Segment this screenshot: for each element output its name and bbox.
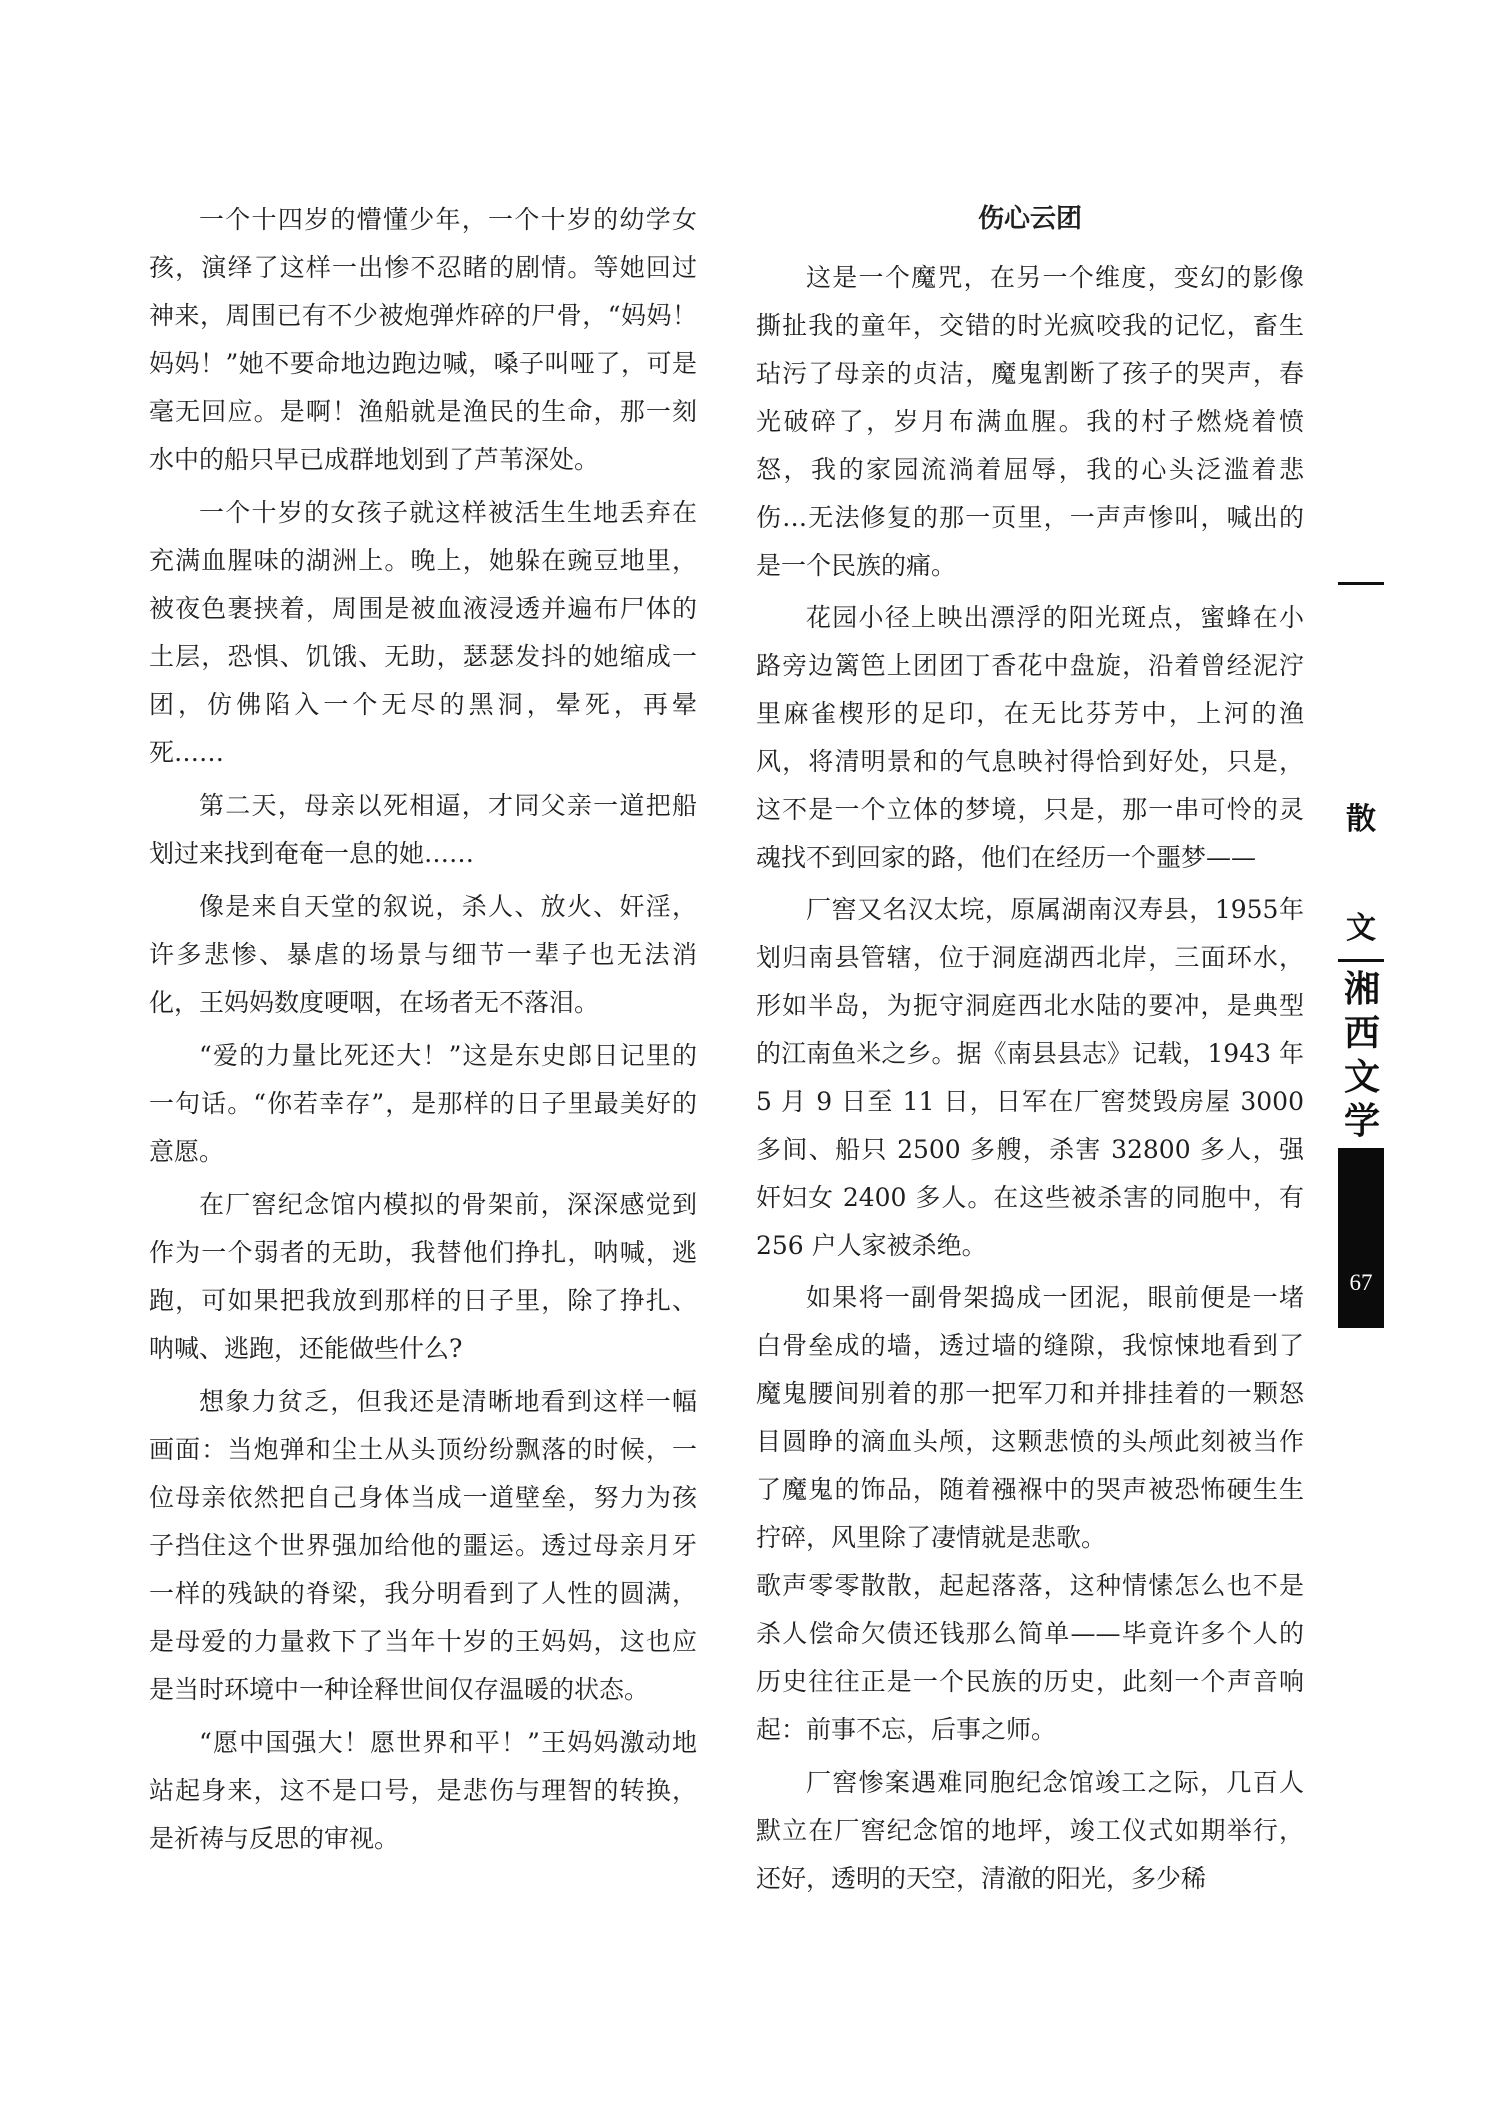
body-paragraph: 第二天，母亲以死相逼，才同父亲一道把船划过来找到奄奄一息的她…… [149,791,697,868]
left-column [149,196,697,1863]
section-category-char-2: 文 [1346,911,1376,946]
body-paragraph: 如果将一副骨架捣成一团泥，眼前便是一堵白骨垒成的墙，透过墙的缝隙，我惊悚地看到了魔鬼腰间别着的那一把军刀和并排挂着的一颗怒目圆睁的滴血头颅，这颗悲愤的头颅此刻被当作了魔鬼的饰品，随着襁褓中的哭声被恐怖硬生生拧碎，风里除了凄情就是悲歌。 [756,1283,1304,1552]
body-paragraph: 一个十岁的女孩子就这样被活生生地丢弃在充满血腥味的湖洲上。晚上，她躲在豌豆地里，被夜色裹挟着，周围是被血液浸透并遍布尸体的土层，恐惧、饥饿、无助，瑟瑟发抖的她缩成一团，仿佛陷入一个无尽的黑洞，晕死，再晕死…… [149,498,697,767]
page-number-box [1338,1148,1384,1328]
magazine-name-logo: 湘西文学 [1343,968,1380,1142]
tab-middle-rule [1338,959,1384,962]
page-number: 67 [1349,1270,1373,1295]
body-paragraph: “爱的力量比死还大！”这是东史郎日记里的一句话。“你若幸存”，是那样的日子里最美好的意愿。 [149,1041,697,1166]
section-category-char-1: 散 [1346,802,1376,837]
body-paragraph: “愿中国强大！愿世界和平！”王妈妈激动地站起身来，这不是口号，是悲伤与理智的转换，是祈祷与反思的审视。 [149,1728,697,1853]
body-paragraph: 厂窖惨案遇难同胞纪念馆竣工之际，几百人默立在厂窖纪念馆的地坪，竣工仪式如期举行，还好，透明的天空，清澈的阳光，多少稀 [756,1768,1304,1893]
body-paragraph: 一个十四岁的懵懂少年，一个十岁的幼学女孩，演绎了这样一出惨不忍睹的剧情。等她回过神来，周围已有不少被炮弹炸碎的尸骨，“妈妈！妈妈！”她不要命地边跑边喊，嗓子叫哑了，可是毫无回应。是啊！渔船就是渔民的生命，那一刻水中的船只早已成群地划到了芦苇深处。 [149,205,697,474]
body-paragraph: 想象力贫乏，但我还是清晰地看到这样一幅画面：当炮弹和尘土从头顶纷纷飘落的时候，一位母亲依然把自己身体当成一道壁垒，努力为孩子挡住这个世界强加给他的噩运。透过母亲月牙一样的残缺的脊梁，我分明看到了人性的圆满，是母爱的力量救下了当年十岁的王妈妈，这也应是当时环境中一种诠释世间仅存温暖的状态。 [149,1387,697,1704]
body-paragraph: 像是来自天堂的叙说，杀人、放火、奸淫，许多悲惨、暴虐的场景与细节一辈子也无法消化，王妈妈数度哽咽，在场者无不落泪。 [149,892,697,1017]
body-paragraph: 在厂窖纪念馆内模拟的骨架前，深深感觉到作为一个弱者的无助，我替他们挣扎，呐喊，逃跑，可如果把我放到那样的日子里，除了挣扎、呐喊、逃跑，还能做些什么? [149,1190,697,1363]
body-paragraph: 这是一个魔咒，在另一个维度，变幻的影像撕扯我的童年，交错的时光疯咬我的记忆，畜生玷污了母亲的贞洁，魔鬼割断了孩子的哭声，春光破碎了，岁月布满血腥。我的村子燃烧着愤怒，我的家园流淌着屈辱，我的心头泛滥着悲伤…无法修复的那一页里，一声声惨叫，喊出的是一个民族的痛。 [756,263,1304,580]
right-column [756,196,1304,1903]
body-paragraph: 花园小径上映出漂浮的阳光斑点，蜜蜂在小路旁边篱笆上团团丁香花中盘旋，沿着曾经泥泞里麻雀楔形的足印，在无比芬芳中，上河的渔风，将清明景和的气息映衬得恰到好处，只是，这不是一个立体的梦境，只是，那一串可怜的灵魂找不到回家的路，他们在经历一个噩梦—— [756,603,1304,872]
body-paragraph: 厂窖又名汉太垸，原属湖南汉寿县，1955年划归南县管辖，位于洞庭湖西北岸，三面环水，形如半岛，为扼守洞庭西北水陆的要冲，是典型的江南鱼米之乡。据《南县县志》记载，1943 年 5 月 9 日至 11 日，日军在厂窖焚毁房屋 3000 多间、船只 2500 多艘，杀害 32800 多人，强奸妇女 2400 多人。在这些被杀害的同胞中，有 256 户人家被杀绝。 [756,895,1304,1260]
body-paragraph: 歌声零零散散，起起落落，这种情愫怎么也不是杀人偿命欠债还钱那么简单——毕竟许多个人的历史往往正是一个民族的历史，此刻一个声音响起：前事不忘，后事之师。 [756,1571,1304,1744]
tab-top-rule [1338,582,1384,585]
article-title: 伤心云团 [977,204,1082,234]
